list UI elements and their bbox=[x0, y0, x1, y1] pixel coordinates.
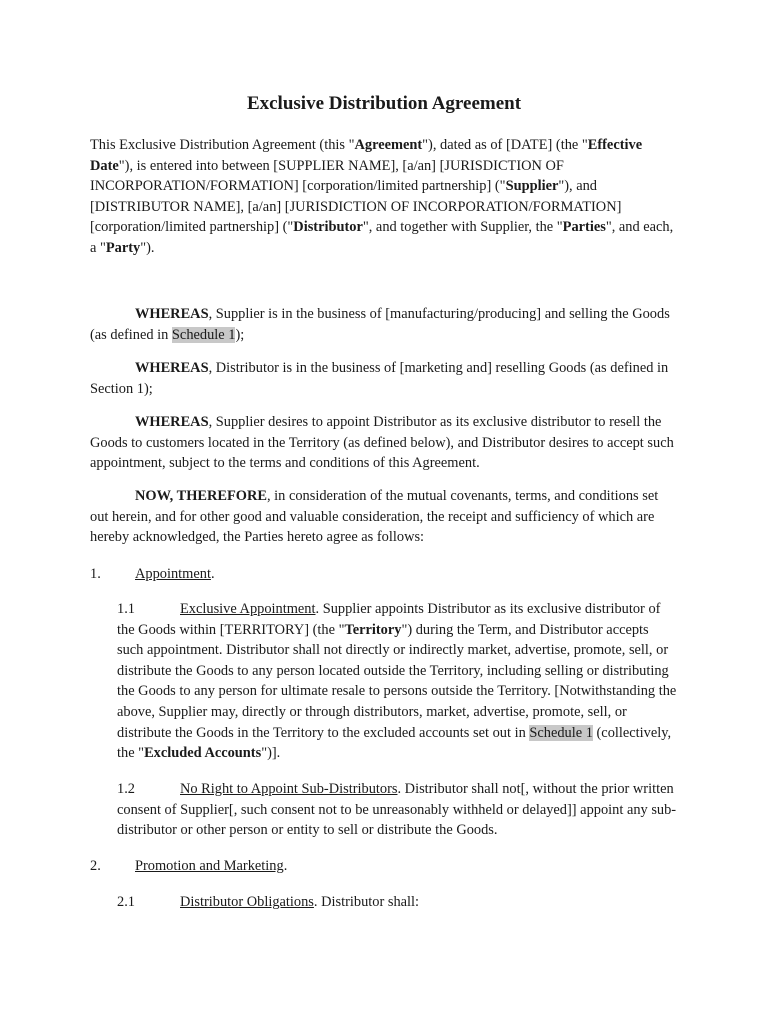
defined-term-excluded-accounts: Excluded Accounts bbox=[144, 745, 262, 762]
intro-text: "). bbox=[140, 239, 155, 256]
subsection-1-1 bbox=[117, 599, 677, 764]
recital-lead: WHEREAS bbox=[135, 306, 209, 322]
subsection-text: ") during the Term, and Distributor accepts such appointment. Distributor shall not directly or indirectly market, advertise, promote, sell, or distribute the Goods to any person located outside the Territory, including selling or distributing the Goods to any person for ultimate resale to persons outside the Territory. [Notwithstanding the above, Supplier may, directly or through distributors, market, advertise, promote, sell, or distribute the Goods in the Territory to the excluded accounts set out in bbox=[117, 621, 677, 741]
defined-term-supplier: Supplier bbox=[505, 178, 559, 195]
now-therefore-lead: NOW, THEREFORE bbox=[135, 488, 267, 504]
subsection-title: No Right to Appoint Sub-Distributors bbox=[180, 781, 398, 797]
recital-3 bbox=[90, 412, 680, 474]
subsection-1-2 bbox=[117, 779, 677, 841]
subsection-number: 2.1 bbox=[117, 894, 135, 910]
recital-2 bbox=[90, 358, 680, 399]
intro-text: "), and [DISTRIBUTOR NAME], [a/an] [JURISDICTION OF INCORPORATION/FORMATION] [corporation/limited partnership] (" bbox=[90, 178, 622, 236]
section-2-heading bbox=[90, 856, 680, 877]
subsection-number: 1.2 bbox=[117, 781, 135, 797]
recital-text: , Supplier is in the business of [manufacturing/producing] and selling the Goods (as defined in bbox=[90, 306, 670, 343]
recital-text: , Distributor is in the business of [marketing and] reselling Goods (as defined in Section 1); bbox=[90, 360, 669, 397]
intro-text: ", and each, a " bbox=[90, 219, 674, 256]
section-title-period: . bbox=[210, 566, 215, 582]
now-therefore-text: , in consideration of the mutual covenants, terms, and conditions set out herein, and for other good and valuable consideration, the receipt and sufficiency of which are hereby acknowledged, the Parties hereto agree as follows: bbox=[90, 488, 659, 546]
subsection-text: (collectively, the " bbox=[117, 724, 672, 762]
subsection-title: Exclusive Appointment bbox=[180, 601, 316, 617]
subsection-2-1 bbox=[117, 892, 677, 913]
recital-text: ); bbox=[235, 326, 245, 343]
now-therefore-paragraph bbox=[90, 486, 680, 548]
defined-term-effective-date: Effective Date bbox=[90, 137, 643, 174]
defined-term-territory: Territory bbox=[344, 621, 402, 638]
recital-lead: WHEREAS bbox=[135, 414, 209, 430]
subsection-text: . Supplier appoints Distributor as its exclusive distributor of the Goods within [TERRITORY] (the " bbox=[117, 601, 661, 638]
defined-term-parties: Parties bbox=[562, 219, 606, 236]
intro-paragraph bbox=[90, 135, 680, 259]
schedule-1-reference[interactable]: Schedule 1 bbox=[171, 326, 236, 343]
recital-text: , Supplier desires to appoint Distributor as its exclusive distributor to resell the Goods to customers located in the Territory (as defined below), and Distributor desires to accept such appointment, subject to the terms and conditions of this Agreement. bbox=[90, 414, 674, 472]
recital-lead: WHEREAS bbox=[135, 360, 209, 376]
intro-text: "), is entered into between [SUPPLIER NAME], [a/an] [JURISDICTION OF INCORPORATION/FORMATION] [corporation/limited partnership] (" bbox=[90, 157, 564, 195]
defined-term-distributor: Distributor bbox=[293, 219, 363, 236]
subsection-text: . Distributor shall: bbox=[313, 894, 420, 910]
defined-term-party: Party bbox=[105, 239, 141, 256]
section-title-period: . bbox=[283, 858, 288, 874]
subsection-text: ")]. bbox=[261, 745, 281, 762]
section-title: Promotion and Marketing bbox=[135, 858, 284, 874]
section-number: 2. bbox=[90, 858, 101, 874]
intro-text: "), dated as of [DATE] (the " bbox=[422, 137, 588, 153]
subsection-title: Distributor Obligations bbox=[180, 894, 314, 910]
section-title: Appointment bbox=[135, 566, 211, 582]
intro-text: ", and together with Supplier, the " bbox=[362, 219, 563, 236]
section-number: 1. bbox=[90, 566, 101, 582]
subsection-text: . Distributor shall not[, without the prior written consent of Supplier[, such consent not to be unreasonably withheld or delayed]] appoint any sub-distributor or other person or entity to sell or distribute the Goods. bbox=[117, 781, 677, 839]
intro-text: This Exclusive Distribution Agreement (this " bbox=[90, 137, 355, 153]
document-title: Exclusive Distribution Agreement bbox=[246, 93, 522, 114]
schedule-1-reference[interactable]: Schedule 1 bbox=[529, 724, 593, 741]
section-1-heading bbox=[90, 564, 680, 585]
recital-1 bbox=[90, 304, 680, 345]
subsection-number: 1.1 bbox=[117, 601, 135, 617]
defined-term-agreement: Agreement bbox=[354, 137, 423, 153]
